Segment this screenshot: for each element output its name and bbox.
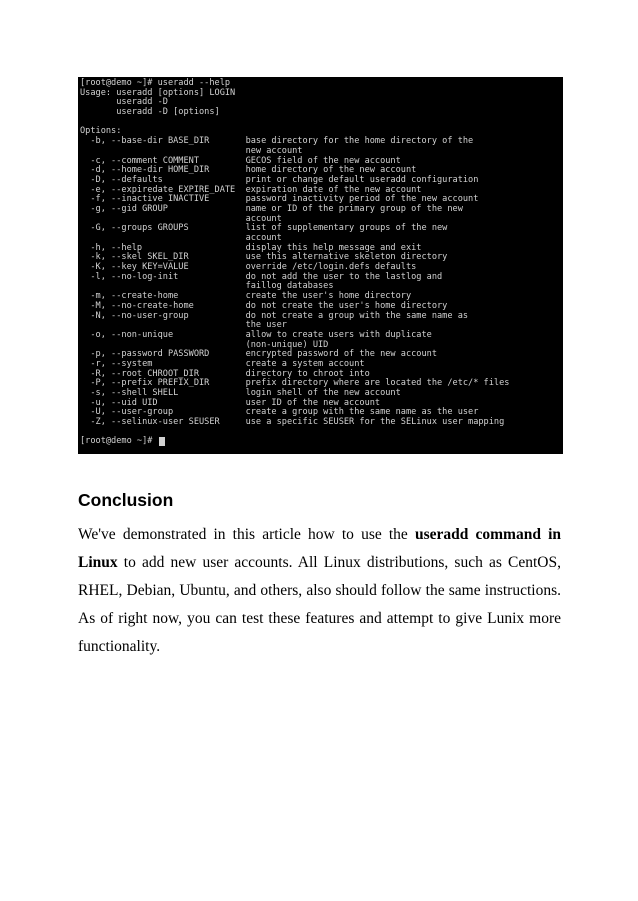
terminal-line: the user	[80, 320, 287, 331]
terminal-line: -M, --no-create-home do not create the user's home directory	[80, 300, 448, 311]
terminal-line: -Z, --selinux-user SEUSER use a specific SEUSER for the SELinux user mapping	[80, 417, 505, 428]
terminal-line: -f, --inactive INACTIVE password inactivity period of the new account	[80, 194, 479, 205]
paragraph-bold-text: useradd command in Linux	[78, 526, 561, 571]
conclusion-paragraph	[78, 521, 561, 661]
terminal-line: -p, --password PASSWORD encrypted password of the new account	[80, 349, 437, 360]
terminal-line: -P, --prefix PREFIX_DIR prefix directory where are located the /etc/* files	[80, 378, 510, 389]
terminal-line: Usage: useradd [options] LOGIN	[80, 87, 236, 98]
terminal-line: -r, --system create a system account	[80, 358, 365, 369]
terminal-prompt-line	[80, 437, 561, 447]
terminal-output	[80, 79, 561, 437]
terminal-prompt: [root@demo ~]#	[80, 436, 158, 447]
terminal-line: -d, --home-dir HOME_DIR home directory of the new account	[80, 165, 417, 176]
terminal-line: new account	[80, 145, 303, 156]
terminal-line: useradd -D [options]	[80, 107, 220, 118]
terminal-line: Options:	[80, 126, 122, 137]
terminal-line: -u, --uid UID user ID of the new account	[80, 397, 381, 408]
terminal-line: -g, --gid GROUP name or ID of the primary group of the new	[80, 203, 463, 214]
terminal-line: -b, --base-dir BASE_DIR base directory for the home directory of the	[80, 136, 474, 147]
terminal-screenshot	[78, 77, 563, 454]
terminal-line: account	[80, 213, 282, 224]
terminal-line: [root@demo ~]# useradd --help	[80, 78, 231, 88]
terminal-line: -G, --groups GROUPS list of supplementary groups of the new	[80, 223, 448, 234]
terminal-line: -K, --key KEY=VALUE override /etc/login.defs defaults	[80, 262, 417, 273]
terminal-line: -e, --expiredate EXPIRE_DATE expiration date of the new account	[80, 184, 422, 195]
terminal-line	[80, 118, 561, 128]
cursor-block-icon	[159, 437, 165, 446]
terminal-line: -R, --root CHROOT_DIR directory to chroot into	[80, 368, 370, 379]
terminal-line: -m, --create-home create the user's home directory	[80, 291, 412, 302]
terminal-line: -h, --help display this help message and exit	[80, 242, 422, 253]
paragraph-text-end: to add new user accounts. All Linux distributions, such as CentOS, RHEL, Debian, Ubuntu, and others, also should follow the same instructions. As of right now, you can test these features and attempt to give Lunix more functionality.	[78, 554, 561, 655]
terminal-line: -s, --shell SHELL login shell of the new account	[80, 388, 401, 398]
terminal-line: -l, --no-log-init do not add the user to the lastlog and	[80, 271, 443, 282]
terminal-line: (non-unique) UID	[80, 339, 329, 350]
terminal-line: useradd -D	[80, 97, 168, 108]
terminal-line: -D, --defaults print or change default useradd configuration	[80, 174, 479, 185]
terminal-line: -N, --no-user-group do not create a group with the same name as	[80, 310, 469, 321]
terminal-line: faillog databases	[80, 281, 334, 292]
terminal-line: -U, --user-group create a group with the same name as the user	[80, 407, 479, 418]
section-heading: Conclusion	[78, 490, 174, 510]
terminal-line: -k, --skel SKEL_DIR use this alternative skeleton directory	[80, 252, 448, 263]
terminal-line: account	[80, 233, 282, 243]
paragraph-text-start: We've demonstrated in this article how to use the	[78, 526, 415, 543]
terminal-line: -c, --comment COMMENT GECOS field of the new account	[80, 155, 401, 166]
terminal-line: -o, --non-unique allow to create users with duplicate	[80, 329, 432, 340]
